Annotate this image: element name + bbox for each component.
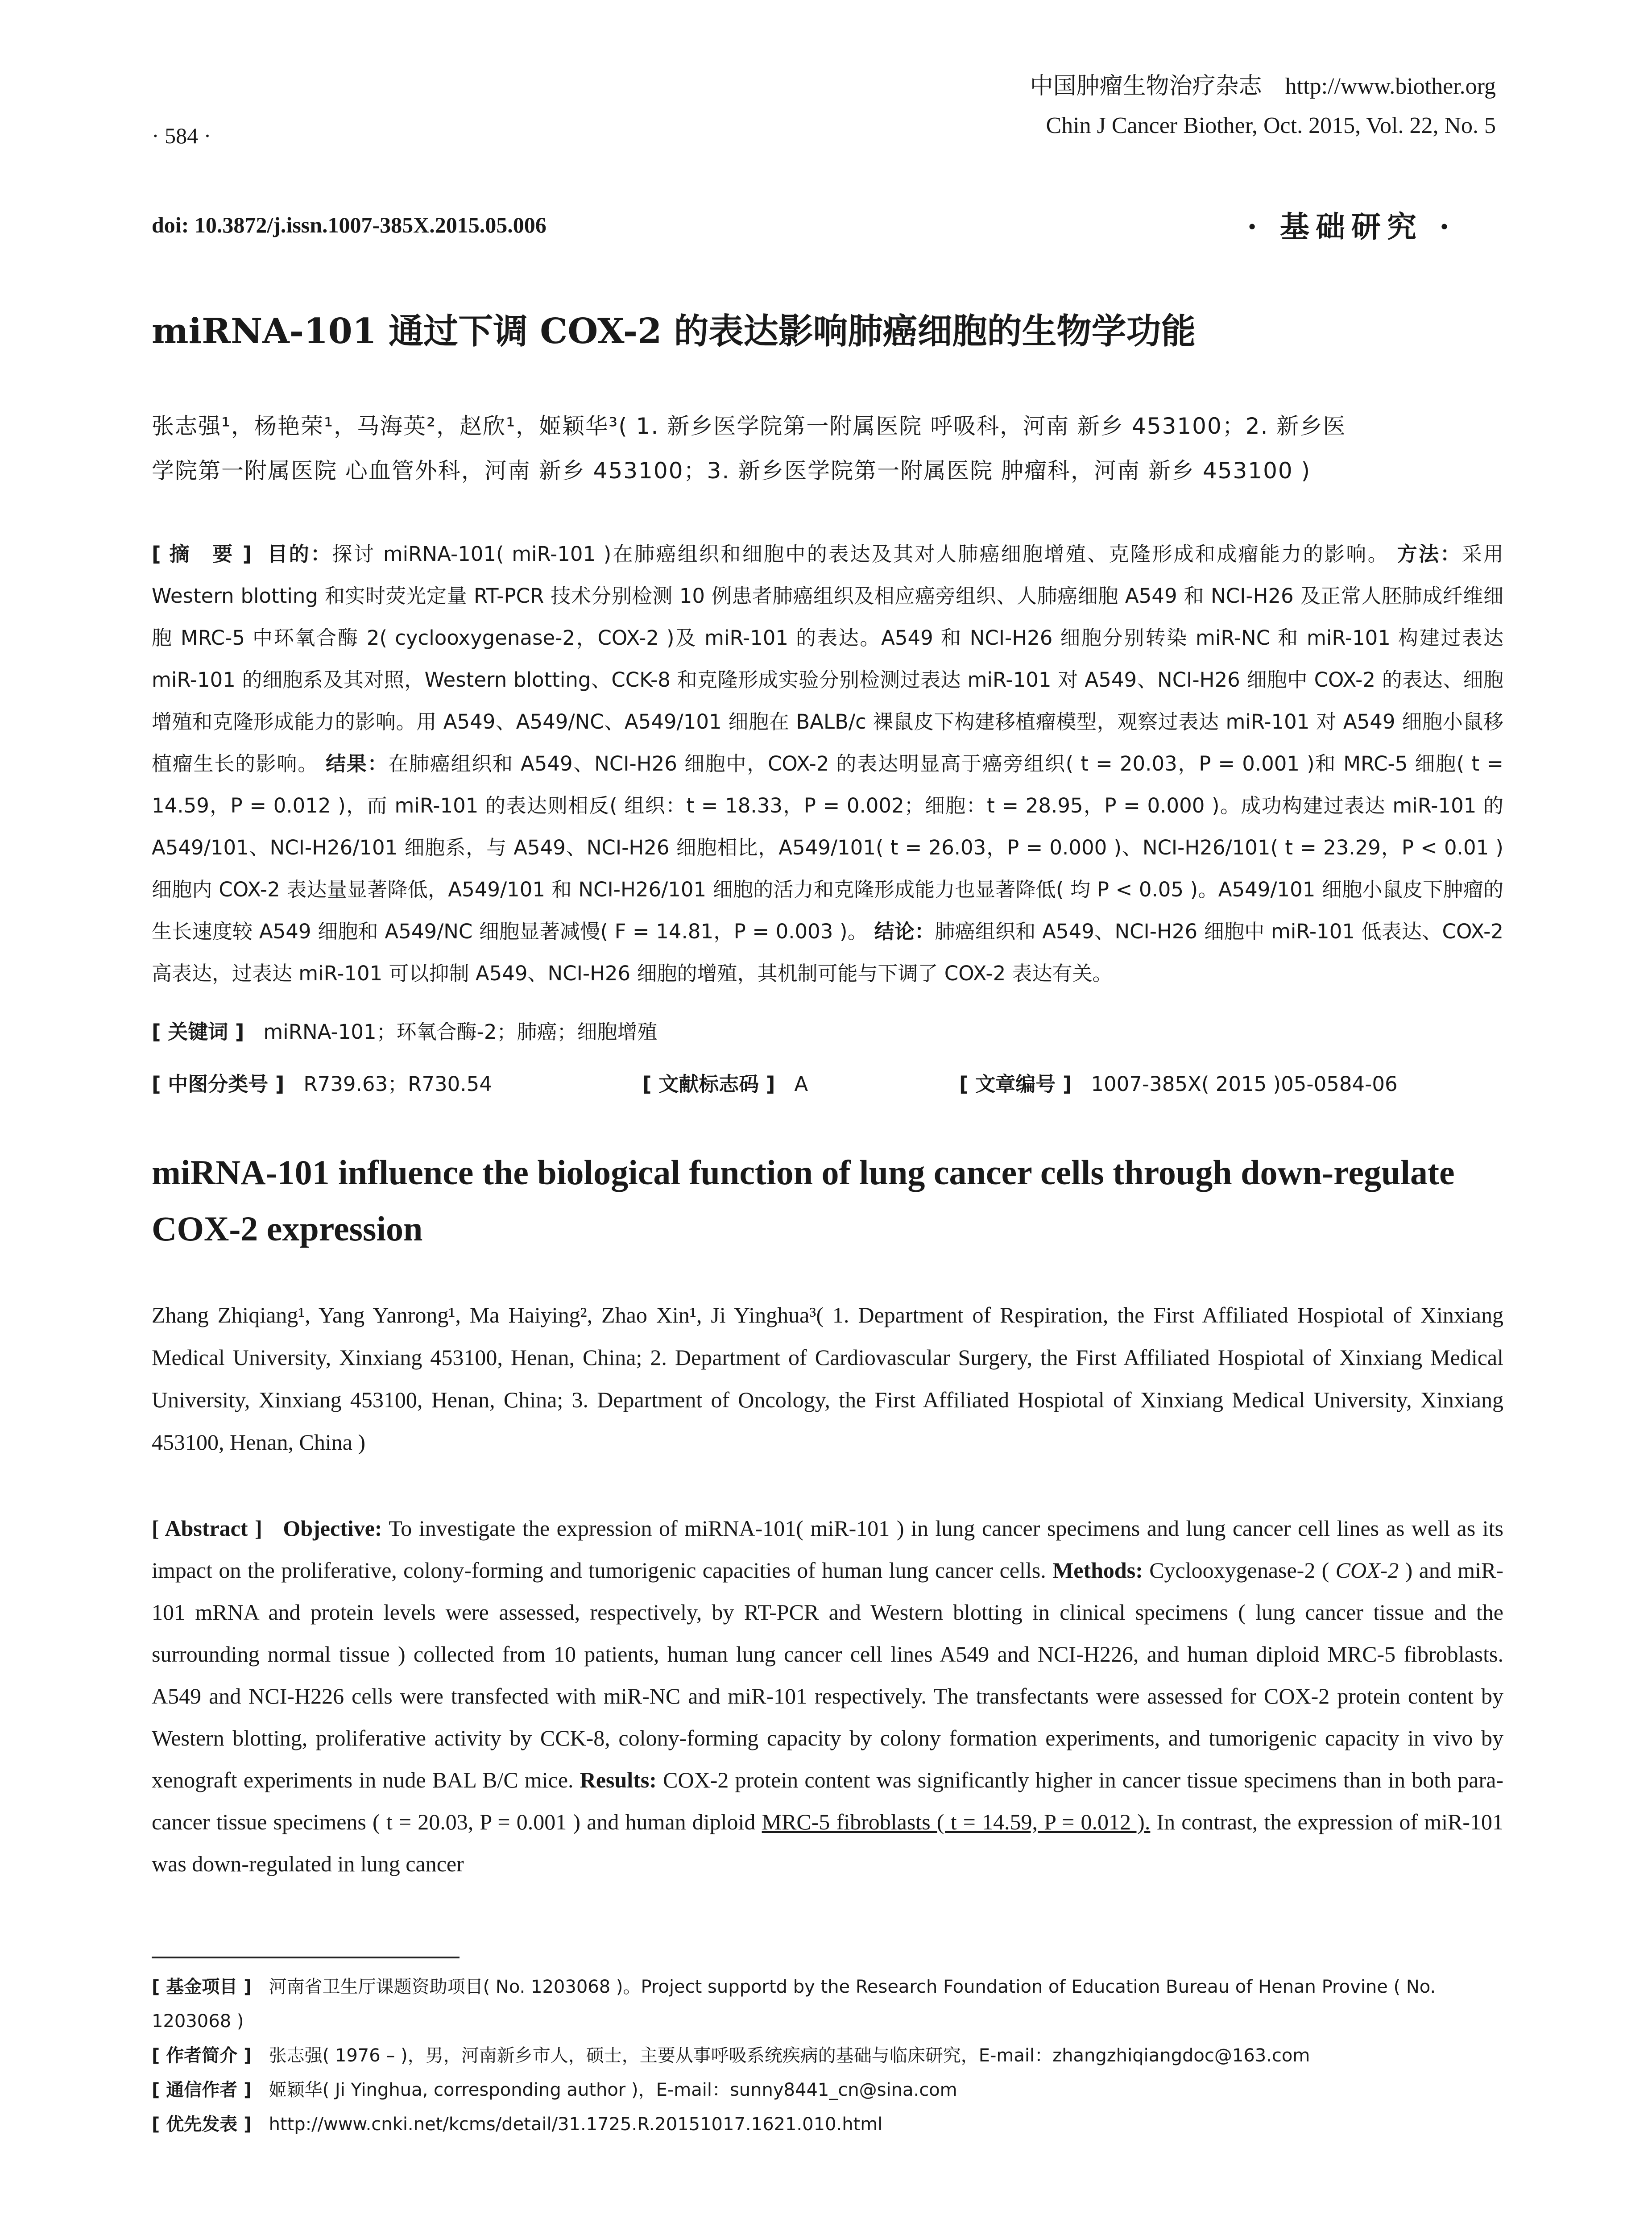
clc-group (152, 1072, 492, 1096)
classification-line (152, 1071, 1503, 1098)
methods-cox-en: COX-2 (1335, 1558, 1399, 1583)
priority-link[interactable]: http://www.cnki.net/kcms/detail/31.1725.R.20151017.1621.010.html (269, 2114, 883, 2135)
methods-label-en: Methods: (1052, 1558, 1143, 1583)
methods-label-cn: 方法： (1397, 542, 1462, 566)
fund-label: [ 基金项目 ] (152, 1977, 252, 1997)
methods-text-en-2: ) and miR-101 mRNA and protein levels were assessed, respectively, by RT-PCR and Western blotting in clinical specimens ( lung cancer tissue and the surrounding normal tissue ) collected from 10 patients, human lung cancer cell lines A549 and NCI-H226, and human diploid MRC-5 fibroblasts. A549 and NCI-H226 cells were transfected with miR-NC and miR-101 respectively. The transfectants were assessed for COX-2 protein content by Western blotting, proliferative activity by CCK-8, colony-forming capacity by colony formation experiments, and tumorigenic capacity in vivo by xenograft experiments in nude BAL B/C mice. (152, 1558, 1503, 1792)
footnote-corresponding (152, 2073, 1503, 2107)
keywords-cn (152, 1019, 1503, 1045)
page-title-cn: miRNA-101 通过下调 COX-2 的表达影响肺癌细胞的生物学功能 (152, 311, 1196, 352)
authors-cn (152, 404, 1503, 493)
abstract-en (152, 1507, 1503, 1885)
doi[interactable]: doi: 10.3872/j.issn.1007-385X.2015.05.006 (152, 212, 547, 237)
footnote-priority (152, 2107, 1503, 2142)
page-number: · 584 · (152, 123, 211, 148)
footnote-fund (152, 1970, 1503, 2039)
results-label-en: Results: (580, 1767, 657, 1792)
objective-text-cn: 探讨 miRNA-101( miR-101 )在肺癌组织和细胞中的表达及其对人肺癌细胞增殖、克隆形成和成瘤能力的影响。 (332, 542, 1389, 566)
conclusion-label-cn: 结论： (874, 920, 935, 943)
objective-label-cn: 目的： (267, 542, 332, 566)
journal-issue-line: Chin J Cancer Biother, Oct. 2015, Vol. 22, No. 5 (1046, 113, 1496, 138)
abstract-label-cn: [ 摘 要 ] (152, 542, 252, 566)
conclusion-text-cn: 肺癌组织和 A549、NCI-H26 细胞中 miR-101 低表达、COX-2 高表达，过表达 miR-101 可以抑制 A549、NCI-H26 细胞的增殖，其机制可能与下调了 COX-2 表达有关。 (152, 920, 1503, 985)
abstract-cn (152, 533, 1503, 995)
fund-text: 河南省卫生厅课题资助项目( No. 1203068 )。Project supportd by the Research Foundation of Education Bureau of Henan Provine ( No. 1203068 ) (152, 1977, 1436, 2032)
doc-code-group (642, 1071, 808, 1098)
footnotes (152, 1970, 1503, 2142)
clc-label: [ 中图分类号 ] (152, 1072, 285, 1096)
corresponding-text: 姬颖华( Ji Yinghua, corresponding author )，E-mail：sunny8441_cn@sina.com (269, 2080, 957, 2100)
methods-text-en-1: Cyclooxygenase-2 ( (1149, 1558, 1329, 1583)
authors-cn-line-1: 张志强¹，杨艳荣¹，马海英²，赵欣¹，姬颖华³( 1. 新乡医学院第一附属医院 呼吸科，河南 新乡 453100；2. 新乡医 (152, 413, 1346, 439)
doc-code-value: A (794, 1072, 808, 1096)
keywords-label-cn: [ 关键词 ] (152, 1020, 244, 1044)
authors-cn-line-2: 学院第一附属医院 心血管外科，河南 新乡 453100；3. 新乡医学院第一附属医院 肿瘤科，河南 新乡 453100 ) (152, 458, 1311, 484)
results-underlined-en: MRC-5 fibroblasts ( t = 14.59, P = 0.012 ). (762, 1809, 1151, 1834)
journal-url[interactable]: http://www.biother.org (1285, 74, 1496, 99)
article-no-label: [ 文章编号 ] (959, 1072, 1072, 1096)
objective-text-en: To investigate the expression of miRNA-101( miR-101 ) in lung cancer specimens and lung cancer cell lines as well as its impact on the proliferative, colony-forming and tumorigenic capacities of human lung cancer cells. (152, 1516, 1503, 1583)
journal-name-line (1030, 67, 1496, 106)
keywords-text-cn: miRNA-101；环氧合酶-2；肺癌；细胞增殖 (263, 1020, 658, 1044)
results-text-en-1: COX-2 protein content was significantly higher in cancer tissue specimens than in both para-cancer tissue specimens ( t = 20.03, P = 0.001 ) and human diploid (152, 1767, 1503, 1834)
journal-header (1030, 67, 1496, 145)
results-text-en-2: In contrast, the expression of miR-101 was down-regulated in lung cancer (152, 1809, 1504, 1876)
article-no-group (959, 1071, 1398, 1098)
authors-en: Zhang Zhiqiang¹, Yang Yanrong¹, Ma Haiying², Zhao Xin¹, Ji Yinghua³( 1. Department of Respiration, the First Affiliated Hospiotal of Xinxiang Medical University, Xinxiang 453100, Henan, China; 2. Department of Cardiovascular Surgery, the First Affiliated Hospiotal of Xinxiang Medical University, Xinxiang 453100, Henan, China; 3. Department of Oncology, the First Affiliated Hospiotal of Xinxiang Medical University, Xinxiang 453100, Henan, China ) (152, 1302, 1503, 1455)
abstract-label-en: [ Abstract ] (152, 1516, 262, 1541)
results-label-cn: 结果： (326, 752, 389, 775)
doc-code-label: [ 文献标志码 ] (642, 1072, 775, 1096)
author-label: [ 作者简介 ] (152, 2045, 252, 2066)
results-text-cn: 在肺癌组织和 A549、NCI-H26 细胞中，COX-2 的表达明显高于癌旁组织( t = 20.03，P = 0.001 )和 MRC-5 细胞( t = 14.59，P = 0.012 )，而 miR-101 的表达则相反( 组织：t = 18.33，P = 0.002；细胞：t = 28.95，P = 0.000 )。成功构建过表达 miR-101 的 A549/101、NCI-H26/101 细胞系，与 A549、NCI-H26 细胞相比，A549/101( t = 26.03，P = 0.000 )、NCI-H26/101( t = 23.29，P < 0.01 )细胞内 COX-2 表达量显著降低，A549/101 和 NCI-H26/101 细胞的活力和克隆形成能力也显著降低( 均 P < 0.05 )。A549/101 细胞小鼠皮下肿瘤的生长速度较 A549 细胞和 A549/NC 细胞显著减慢( F = 14.81，P = 0.003 )。 (152, 752, 1503, 943)
corresponding-label: [ 通信作者 ] (152, 2080, 252, 2100)
author-text: 张志强( 1976 – )，男，河南新乡市人，硕士，主要从事呼吸系统疾病的基础与临床研究，E-mail：zhangzhiqiangdoc@163.com (269, 2045, 1310, 2066)
priority-label: [ 优先发表 ] (152, 2114, 252, 2135)
journal-name-cn: 中国肿瘤生物治疗杂志 (1030, 74, 1262, 99)
footnote-divider (152, 1957, 460, 1958)
methods-text-cn: 采用 Western blotting 和实时荧光定量 RT-PCR 技术分别检测 10 例患者肺癌组织及相应癌旁组织、人肺癌细胞 A549 和 NCI-H26 及正常人胚肺成纤维细胞 MRC-5 中环氧合酶 2( cyclooxygenase-2，COX-2 )及 miR-101 的表达。A549 和 NCI-H26 细胞分别转染 miR-NC 和 miR-101 构建过表达 miR-101 的细胞系及其对照，Western blotting、CCK-8 和克隆形成实验分别检测过表达 miR-101 对 A549、NCI-H26 细胞中 COX-2 的表达、细胞增殖和克隆形成能力的影响。用 A549、A549/NC、A549/101 细胞在 BALB/c 裸鼠皮下构建移植瘤模型，观察过表达 miR-101 对 A549 细胞小鼠移植瘤生长的影响。 (152, 542, 1503, 775)
objective-label-en: Objective: (283, 1516, 382, 1541)
clc-value: R739.63；R730.54 (303, 1072, 492, 1096)
article-no-value: 1007-385X( 2015 )05-0584-06 (1091, 1072, 1398, 1096)
footnote-author (152, 2039, 1503, 2073)
page-title-en: miRNA-101 influence the biological function of lung cancer cells through down-regulate COX-2 expression (152, 1153, 1455, 1248)
column-tag: · 基础研究 · (1247, 209, 1456, 244)
